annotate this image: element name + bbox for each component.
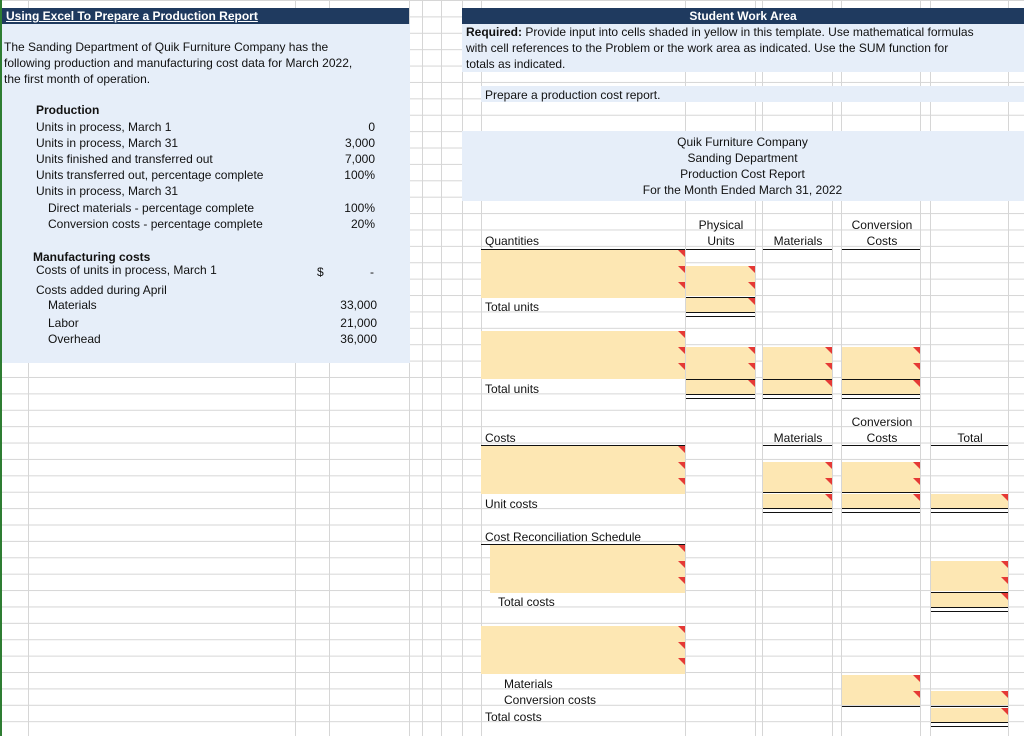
unit-cost-total-cell[interactable] <box>931 494 1008 508</box>
production-row-label: Conversion costs - percentage complete <box>48 217 263 231</box>
comment-flag-icon <box>678 331 685 338</box>
overhead-label: Overhead <box>48 332 101 346</box>
production-row-value[interactable]: 3,000 <box>344 136 375 150</box>
costs-added-label: Costs added during April <box>36 283 167 297</box>
total-physical-units-cell[interactable] <box>686 298 755 312</box>
overhead-value[interactable]: 36,000 <box>340 332 377 346</box>
comment-flag-icon <box>678 626 685 633</box>
comment-flag-icon <box>1001 577 1008 584</box>
comment-flag-icon <box>1001 494 1008 501</box>
problem-header-text: Using Excel To Prepare a Production Report <box>6 9 258 23</box>
report-period: For the Month Ended March 31, 2022 <box>642 183 843 197</box>
comment-flag-icon <box>678 462 685 469</box>
mfg-begin-currency: $ <box>317 265 324 279</box>
total-units-label: Total units <box>485 300 540 314</box>
comment-flag-icon <box>678 577 685 584</box>
comment-flag-icon <box>913 494 920 501</box>
comment-flag-icon <box>678 561 685 568</box>
double-underline <box>763 508 832 513</box>
double-underline <box>686 312 755 317</box>
total-eq-materials-cell[interactable] <box>763 380 832 394</box>
total-eq-physical-cell[interactable] <box>686 380 755 394</box>
ending-wip-total-cell[interactable] <box>931 691 1008 705</box>
grid-column-line <box>920 0 921 736</box>
intro-line-3: the first month of operation. <box>4 72 151 86</box>
comment-flag-icon <box>748 298 755 305</box>
materials-label: Materials <box>48 298 97 312</box>
col-conversion-line1: Conversion <box>851 218 913 232</box>
header-underline <box>686 249 755 250</box>
sum-underline <box>842 706 920 707</box>
total-eq-conversion-cell[interactable] <box>842 380 920 394</box>
comment-flag-icon <box>678 347 685 354</box>
problem-header <box>2 8 409 24</box>
comment-flag-icon <box>825 380 832 387</box>
comment-flag-icon <box>678 658 685 665</box>
comment-flag-icon <box>1001 561 1008 568</box>
col-materials-costs: Materials <box>773 431 823 445</box>
production-row-label: Direct materials - percentage complete <box>48 201 255 215</box>
total-costs-label-1: Total costs <box>498 595 555 609</box>
production-row-value[interactable]: 100% <box>344 201 375 215</box>
total-costs-cell-2[interactable] <box>931 708 1008 722</box>
comment-flag-icon <box>748 347 755 354</box>
col-physical-units-line1: Physical <box>698 218 744 232</box>
grid-column-line <box>422 0 423 736</box>
comment-flag-icon <box>678 642 685 649</box>
comment-flag-icon <box>748 266 755 273</box>
materials-value[interactable]: 33,000 <box>340 298 377 312</box>
comment-flag-icon <box>748 380 755 387</box>
comment-flag-icon <box>678 266 685 273</box>
requirement-text: Provide input into cells shaded in yellow in this template. Use mathematical formulas <box>522 25 974 39</box>
mfg-begin-value[interactable]: - <box>370 265 374 279</box>
col-conversion-line2-costs: Costs <box>866 431 898 445</box>
reconciliation-label: Cost Reconciliation Schedule <box>485 530 642 544</box>
mfg-costs-title: Manufacturing costs <box>33 250 151 264</box>
double-underline <box>931 508 1008 513</box>
comment-flag-icon <box>748 363 755 370</box>
unit-cost-conversion-cell[interactable] <box>842 494 920 508</box>
quantities-label: Quantities <box>485 234 540 248</box>
grid-column-line <box>1008 0 1009 736</box>
comment-flag-icon <box>1001 593 1008 600</box>
production-row-value[interactable]: 0 <box>368 120 375 134</box>
production-row-value[interactable]: 7,000 <box>344 152 375 166</box>
col-physical-units-line2: Units <box>707 234 735 248</box>
materials-cost-cells[interactable] <box>763 462 832 492</box>
comment-flag-icon <box>913 478 920 485</box>
intro-line-2: following production and manufacturing cost data for March 2022, <box>4 56 353 70</box>
comment-flag-icon <box>825 347 832 354</box>
reconciliation-input-cells[interactable] <box>490 545 685 593</box>
prepare-instruction: Prepare a production cost report. <box>485 88 661 102</box>
production-row-label: Units in process, March 1 <box>36 120 172 134</box>
requirement-line-3: totals as indicated. <box>466 57 566 71</box>
total-units-label-2: Total units <box>485 382 540 396</box>
comment-flag-icon <box>1001 708 1008 715</box>
requirement-line-1 <box>466 25 974 39</box>
header-underline <box>842 249 920 250</box>
grid-column-line <box>441 0 442 736</box>
production-row-value[interactable]: 100% <box>344 168 375 182</box>
work-area-header-text: Student Work Area <box>689 9 797 23</box>
col-total: Total <box>957 431 983 445</box>
double-underline <box>842 394 920 399</box>
production-row-value[interactable]: 20% <box>350 217 375 231</box>
production-row-label: Units transferred out, percentage complete <box>36 168 264 182</box>
col-materials: Materials <box>773 234 823 248</box>
header-underline <box>842 445 920 446</box>
department-name: Sanding Department <box>687 151 798 165</box>
intro-line-1: The Sanding Department of Quik Furniture Company has the <box>4 40 329 54</box>
equivalent-units-input-cells[interactable] <box>481 331 685 379</box>
sum-underline <box>842 492 920 493</box>
ending-wip-conversion-cells[interactable] <box>842 675 920 705</box>
comment-flag-icon <box>825 462 832 469</box>
col-conversion-line1-costs: Conversion <box>851 415 913 429</box>
total-costs-label-2: Total costs <box>485 710 542 724</box>
comment-flag-icon <box>678 446 685 453</box>
grid-column-line <box>832 0 833 736</box>
physical-units-input-cells[interactable] <box>686 266 755 296</box>
report-name: Production Cost Report <box>680 167 805 181</box>
production-row-label: Units finished and transferred out <box>36 152 213 166</box>
comment-flag-icon <box>913 462 920 469</box>
grid-column-line <box>930 0 931 736</box>
labor-value[interactable]: 21,000 <box>340 316 377 330</box>
production-row-label: Units in process, March 31 <box>36 184 179 198</box>
unit-cost-materials-cell[interactable] <box>763 494 832 508</box>
comment-flag-icon <box>913 675 920 682</box>
sum-underline <box>763 492 832 493</box>
unit-costs-label: Unit costs <box>485 497 538 511</box>
double-underline <box>931 607 1008 612</box>
reconciliation-total-cells[interactable] <box>931 561 1008 591</box>
comment-flag-icon <box>825 494 832 501</box>
comment-flag-icon <box>678 250 685 257</box>
quantities-input-cells[interactable] <box>481 250 685 298</box>
double-underline <box>763 394 832 399</box>
labor-label: Labor <box>48 316 79 330</box>
physical-units-eq-cells[interactable] <box>686 347 755 379</box>
production-row-label: Units in process, March 31 <box>36 136 179 150</box>
comment-flag-icon <box>1001 691 1008 698</box>
comment-flag-icon <box>825 363 832 370</box>
materials-row-label: Materials <box>504 677 553 691</box>
comment-flag-icon <box>913 691 920 698</box>
comment-flag-icon <box>678 282 685 289</box>
header-underline <box>763 249 832 250</box>
double-underline <box>842 508 920 513</box>
conversion-eq-cells[interactable] <box>842 347 920 379</box>
costs-label: Costs <box>485 431 516 445</box>
sum-underline <box>931 706 1008 707</box>
requirement-line-2: with cell references to the Problem or the work area as indicated. Use the SUM function for <box>466 41 949 55</box>
grid-column-line <box>755 0 756 736</box>
total-costs-cell-1[interactable] <box>931 593 1008 607</box>
conversion-row-label: Conversion costs <box>504 693 597 707</box>
company-name: Quik Furniture Company <box>677 135 808 149</box>
materials-eq-cells[interactable] <box>763 347 832 379</box>
double-underline <box>931 722 1008 727</box>
header-underline <box>763 445 832 446</box>
double-underline <box>686 394 755 399</box>
mfg-begin-label: Costs of units in process, March 1 <box>36 263 217 277</box>
costs-input-cells[interactable] <box>481 446 685 494</box>
conversion-cost-cells[interactable] <box>842 462 920 492</box>
comment-flag-icon <box>748 282 755 289</box>
comment-flag-icon <box>678 478 685 485</box>
ending-wip-input-cells[interactable] <box>481 626 685 674</box>
comment-flag-icon <box>825 478 832 485</box>
production-title: Production <box>36 103 100 117</box>
comment-flag-icon <box>678 545 685 552</box>
col-conversion-line2: Costs <box>866 234 898 248</box>
grid-column-line <box>462 0 463 736</box>
comment-flag-icon <box>913 363 920 370</box>
header-underline <box>931 445 1008 446</box>
comment-flag-icon <box>913 380 920 387</box>
comment-flag-icon <box>913 347 920 354</box>
requirement-bold: Required: <box>466 25 523 39</box>
comment-flag-icon <box>678 363 685 370</box>
work-area-header <box>462 8 1024 24</box>
